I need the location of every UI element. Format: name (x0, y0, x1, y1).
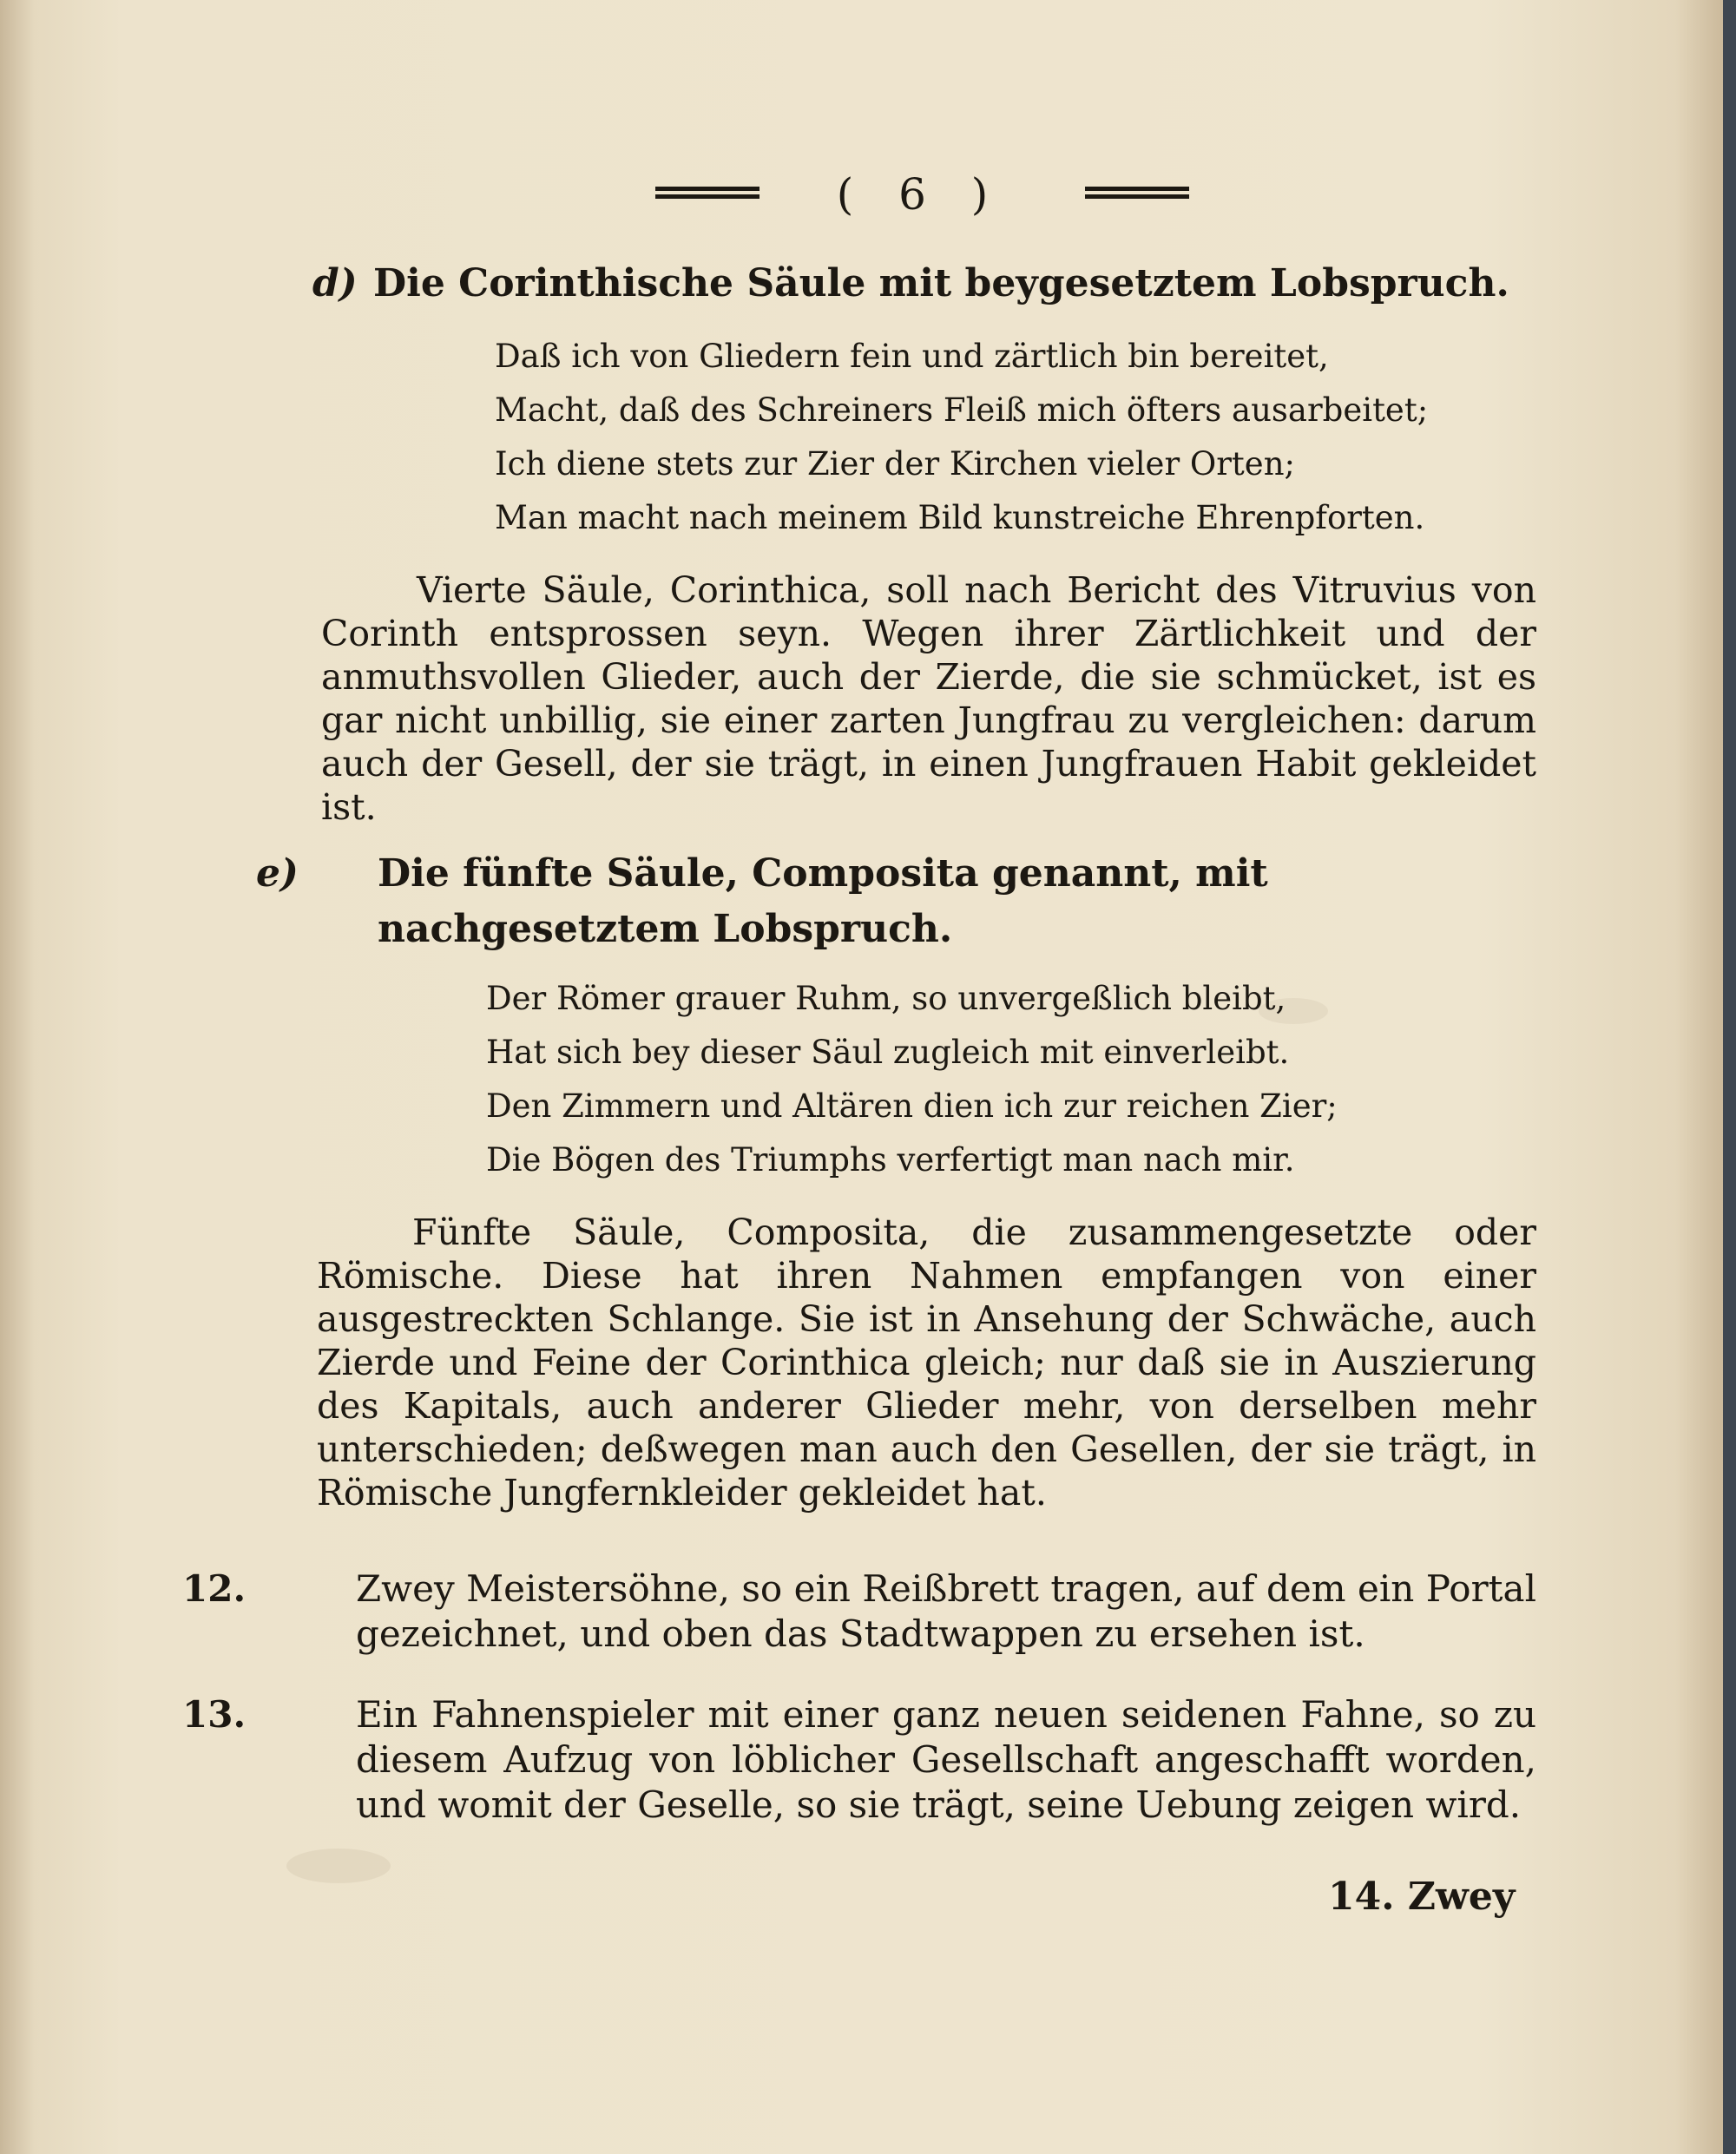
verse-line: Macht, daß des Schreiners Fleiß mich öfters ausarbeitet; (495, 391, 1429, 429)
paper-stain (286, 1849, 391, 1883)
section-d-label: d) (312, 261, 358, 305)
list-item (182, 1566, 1536, 1657)
item-text: Ein Fahnenspieler mit einer ganz neuen seidenen Fahne, so zu diesem Aufzug von löblicher Gesellschaft angeschafft worden, und womit der Geselle, so sie trägt, seine Uebung zeigen wird. (356, 1693, 1536, 1826)
verse-line: Hat sich bey dieser Säul zugleich mit einverleibt. (486, 1034, 1290, 1071)
item-number: 12. (182, 1567, 247, 1610)
section-d-title: Die Corinthische Säule mit beygesetztem Lobspruch. (373, 261, 1509, 305)
page-header (642, 169, 1189, 230)
verse-line: Man macht nach meinem Bild kunstreiche Ehrenpforten. (495, 499, 1425, 536)
section-d-verse (495, 330, 1493, 545)
page-edge-shadow (1723, 0, 1736, 2154)
section-e-heading (256, 846, 1541, 957)
item-number: 13. (182, 1693, 247, 1736)
catchword: 14. Zwey (1328, 1875, 1516, 1919)
section-e-verse (486, 972, 1493, 1187)
verse-line: Ich diene stets zur Zier der Kirchen vieler Orten; (495, 445, 1295, 483)
verse-line: Daß ich von Gliedern fein und zärtlich bin bereitet, (495, 338, 1329, 375)
section-e-title: Die fünfte Säule, Composita genannt, mit nachgesetztem Lobspruch. (378, 851, 1268, 951)
section-d-heading (312, 256, 1545, 312)
header-rule-left (655, 187, 760, 209)
verse-line: Der Römer grauer Ruhm, so unvergeßlich bleibt, (486, 980, 1286, 1017)
section-e-label: e) (256, 851, 299, 896)
verse-line: Die Bögen des Triumphs verfertigt man nach mir. (486, 1141, 1295, 1179)
item-text: Zwey Meistersöhne, so ein Reißbrett tragen, auf dem ein Portal gezeichnet, und oben das Stadtwappen zu ersehen ist. (356, 1567, 1536, 1655)
section-d-prose: Vierte Säule, Corinthica, soll nach Bericht des Vitruvius von Corinth entsprossen seyn. Wegen ihrer Zärtlichkeit und der anmuthsvollen Glieder, auch der Zierde, die sie schmücket, ist es gar nicht unbillig, sie einer zarten Jungfrau zu vergleichen: darum auch der Gesell, der sie trägt, in einen Jungfrauen Habit gekleidet ist. (321, 569, 1536, 828)
header-rule-right (1085, 187, 1189, 209)
section-e-prose: Fünfte Säule, Composita, die zusammengesetzte oder Römische. Diese hat ihren Nahmen empfangen von einer ausgestreckten Schlange. Sie ist in Ansehung der Schwäche, auch Zierde und Feine der Corinthica gleich; nur daß sie in Auszierung des Kapitals, auch anderer Glieder mehr, von derselben mehr unterschieden; deßwegen man auch den Gesellen, der sie trägt, in Römische Jungfernkleider gekleidet hat. (317, 1212, 1536, 1514)
verse-line: Den Zimmern und Altären dien ich zur reichen Zier; (486, 1087, 1338, 1125)
page-number: ( 6 ) (836, 169, 1004, 220)
list-item (182, 1692, 1536, 1828)
